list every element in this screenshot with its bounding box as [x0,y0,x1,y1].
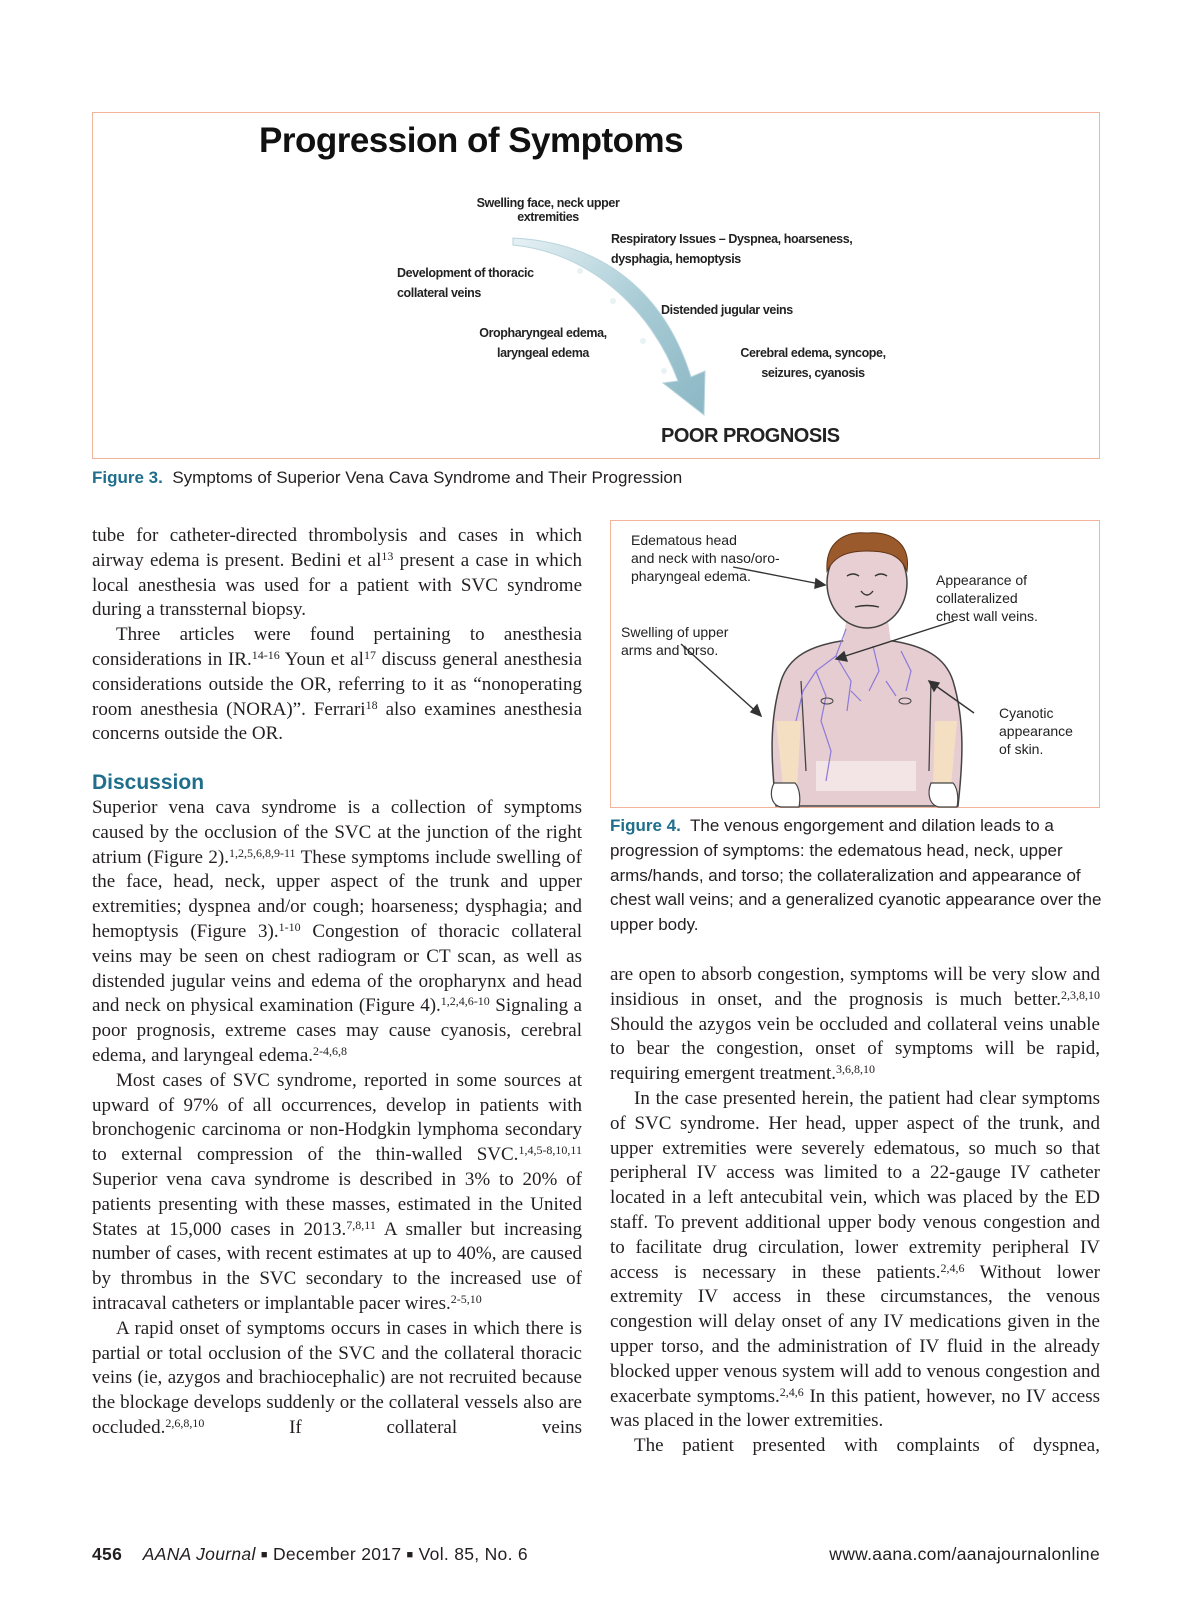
separator: ■ [260,1549,268,1561]
text-run: also examines anesthesia concerns outside the OR. [92,698,582,745]
label-edematous-head [631,531,780,585]
paragraph [92,524,582,623]
text-run: A rapid onset of symptoms occurs in cases in which there is partial or total occlusion of the SVC and the collateral thoracic veins (ie, azygos and brachiocephalic) are not recruited because the blockage develops suddenly or the collateral vessels also are occluded. [92,1317,582,1438]
paragraph [610,1087,1100,1434]
label-line: chest wall veins. [936,608,1038,624]
label-line: Edematous head [631,532,737,548]
section-heading-discussion: Discussion [92,771,205,795]
right-column [610,963,1100,1459]
label-line: Oropharyngeal edema, [479,326,607,340]
footer-citation [92,1544,528,1565]
text-run: In this patient, however, no IV access was placed in the lower extremities. [610,1385,1100,1432]
paragraph [92,1317,582,1441]
figure-4 [610,520,1100,808]
separator: ■ [406,1549,414,1561]
label-line: Cerebral edema, syncope, [740,346,886,360]
citation-superscript: 17 [363,647,376,662]
label-line: Appearance of [936,572,1028,588]
label-cyanotic-skin [999,704,1073,758]
text-run: Superior vena cava syndrome is described in 3% to 20% of patients presenting with these masses, estimated in the United States at 15,000 cases in 2013. [92,1168,582,1240]
text-run: If collateral veins [204,1416,582,1438]
label-line: Development of thoracic [397,266,534,280]
text-run: Superior vena cava syndrome is a collection of symptoms caused by the occlusion of the SVC at the junction of the right atrium (Figure 2). [92,796,582,868]
page-number: 456 [92,1544,123,1564]
text-run: Signaling a poor prognosis, extreme cases may cause cyanosis, cerebral edema, and laryngeal edema. [92,995,582,1066]
label-line: and neck with naso/oro- [631,550,780,566]
paragraph [92,1069,582,1317]
journal-name: AANA Journal [142,1544,256,1564]
label-poor-prognosis: POOR PROGNOSIS [661,425,840,447]
left-column [92,524,582,1441]
figure-4-caption [610,814,1102,938]
citation-superscript: 18 [365,697,378,712]
label-line: collateral veins [397,286,481,300]
label-respiratory [611,229,852,269]
paragraph [92,796,582,1069]
label-swelling [443,193,653,227]
citation-superscript: 3,6,8,10 [835,1062,875,1077]
progression-arrow-icon [93,113,1101,460]
paragraph [610,1434,1100,1459]
label-line: dysphagia, hemoptysis [611,252,741,266]
label-line: of skin. [999,741,1044,757]
text-run: Congestion of thoracic collateral veins may be seen on chest radiogram or CT scan, as well as distended jugular veins and edema of the oropharynx and head and neck on physical examination (Figure 4). [92,920,582,1017]
issue-date: December 2017 [272,1544,402,1564]
text-run: discuss general anesthesia considerations outside the OR, referring to it as “nonoperating room anesthesia (NORA)”. Ferrari [92,648,582,720]
text-run: tube for catheter-directed thrombolysis and cases in which airway edema is present. Bedini et al [92,525,582,571]
label-thoracic [397,263,534,303]
figure-3 [92,112,1100,459]
figure-3-label: Figure 3. [92,468,163,487]
figure-4-caption-text: The venous engorgement and dilation leads to a progression of symptoms: the edematous head, neck, upper arms/hands, and torso; the collateralization and appearance of chest wall veins; and a generalized cyanotic appearance over the upper body. [610,816,1102,935]
citation-superscript: 7,8,11 [346,1217,376,1232]
label-line: arms and torso. [621,642,719,658]
paragraph [92,623,582,747]
label-cerebral [723,343,903,383]
label-line: laryngeal edema [497,346,589,360]
text-run: These symptoms include swelling of the face, head, neck, upper aspect of the trunk and upper extremities; dyspnea and/or cough; hoarseness; dysphagia; and hemoptysis (Figure 3). [92,846,582,942]
text-run: Without lower extremity IV access in these circumstances, the venous congestion will delay onset of any IV medications given in the upper torso, and the administration of IV fluid in the already blocked upper venous system will add to venous congestion and exacerbate symptoms. [610,1261,1100,1407]
citation-superscript: 2-5,10 [450,1291,482,1306]
label-line: collateralized [936,590,1018,606]
paragraph [610,963,1100,1087]
label-oropharyngeal [453,323,633,363]
label-jugular: Distended jugular veins [661,303,793,317]
label-line: extremities [517,210,579,224]
text-run: Youn et al [279,648,364,670]
text-run: The patient presented with complaints of dyspnea, [634,1435,1100,1457]
label-line: pharyngeal edema. [631,568,751,584]
text-run: Most cases of SVC syndrome, reported in some sources at upward of 97% of all occurrences, develop in patients with bronchogenic carcinoma or non-Hodgkin lymphoma secondary to external compression of the thin-walled SVC. [92,1069,582,1166]
label-line: Cyanotic [999,705,1054,721]
figure-3-title: Progression of Symptoms [259,121,684,160]
text-run: present a case in which local anesthesia was used for a patient with SVC syndrome during a transsternal biopsy. [92,549,582,621]
citation-superscript: 1,4,5-8,10,11 [518,1143,582,1158]
label-swelling-arms [621,623,728,659]
citation-superscript: 2,4,6 [779,1384,804,1399]
text-run: A smaller but increasing number of cases, with recent estimates at up to 40%, are caused by thrombus in the SVC secondary to the increased use of intracaval catheters or implantable pacer wires. [92,1218,582,1314]
text-run: In the case presented herein, the patient had clear symptoms of SVC syndrome. Her head, upper aspect of the trunk, and upper extremities were severely edematous, so much so that peripheral IV access was limited to a 22-gauge IV catheter located in a left antecubital vein, which was placed by the ED staff. To prevent additional upper body venous congestion and to facilitate drug circulation, lower extremity peripheral IV access is necessary in these patients. [610,1087,1100,1283]
label-line: Swelling face, neck upper [476,196,620,210]
label-line: appearance [999,723,1073,739]
citation-superscript: 14-16 [251,647,280,662]
text-run: are open to absorb congestion, symptoms will be very slow and insidious in onset, and the prognosis is much better. [610,964,1100,1010]
citation-superscript: 2,3,8,10 [1061,987,1100,1002]
citation-superscript: 1,2,5,6,8,9-11 [228,845,296,860]
figure-3-caption-text: Symptoms of Superior Vena Cava Syndrome and Their Progression [172,468,683,487]
label-chest-veins [936,571,1038,625]
label-line: seizures, cyanosis [761,366,865,380]
label-line: Swelling of upper [621,624,729,640]
journal-url-link[interactable]: www.aana.com/aanajournalonline [829,1544,1100,1564]
citation-superscript: 13 [381,548,394,563]
citation-superscript: 1-10 [278,919,301,934]
citation-superscript: 2,6,8,10 [165,1415,205,1430]
text-run: Three articles were found pertaining to anesthesia considerations in IR. [92,624,582,670]
text-run: Should the azygos vein be occluded and collateral veins unable to bear the congestion, onset of symptoms will be rapid, requiring emergent treatment. [610,1013,1100,1085]
figure-3-caption [92,466,682,491]
citation-superscript: 2,4,6 [940,1260,965,1275]
volume: Vol. 85, No. 6 [418,1544,528,1564]
figure-4-label: Figure 4. [610,816,681,835]
label-line: Respiratory Issues – Dyspnea, hoarseness, [611,232,853,246]
citation-superscript: 1,2,4,6-10 [440,994,490,1009]
citation-superscript: 2-4,6,8 [313,1043,348,1058]
